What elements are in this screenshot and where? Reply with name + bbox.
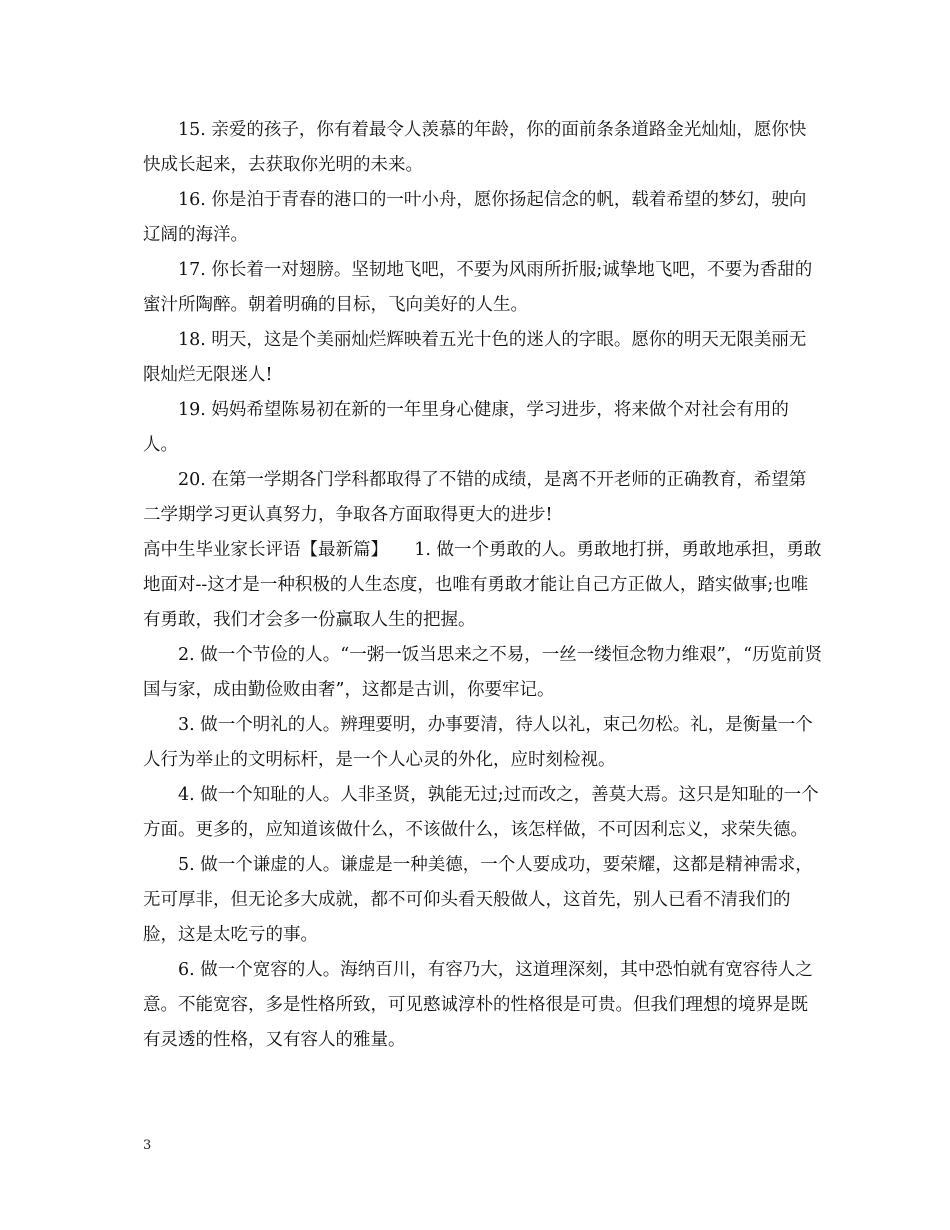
paragraph-3: 3. 做一个明礼的人。辨理要明，办事要清，待人以礼，束己勿松。礼，是衡量一个人行为举止的文明标杆，是一个人心灵的外化，应时刻检视。 bbox=[143, 715, 813, 770]
paragraph-4: 4. 做一个知耻的人。人非圣贤，孰能无过;过而改之，善莫大焉。这只是知耻的一个方面。更多的，应知道该做什么，不该做什么，该怎样做，不可因利忘义，求荣失德。 bbox=[143, 785, 819, 840]
paragraph-20: 20. 在第一学期各门学科都取得了不错的成绩，是离不开老师的正确教育，希望第二学期学习更认真努力，争取各方面取得更大的进步! bbox=[143, 470, 807, 525]
paragraph-19: 19. 妈妈希望陈易初在新的一年里身心健康，学习进步，将来做个对社会有用的人。 bbox=[143, 400, 789, 455]
page-number: 3 bbox=[143, 1138, 152, 1153]
paragraph-2: 2. 做一个节俭的人。“一粥一饭当思来之不易，一丝一缕恒念物力维艰”，“历览前贤国与家，成由勤俭败由奢”，这都是古训，你要牢记。 bbox=[143, 645, 823, 700]
paragraph-17: 17. 你长着一对翅膀。坚韧地飞吧，不要为风雨所折服;诚挚地飞吧，不要为香甜的蜜汁所陶醉。朝着明确的目标，飞向美好的人生。 bbox=[143, 260, 813, 315]
paragraph-5: 5. 做一个谦虚的人。谦虚是一种美德，一个人要成功，要荣耀，这都是精神需求，无可厚非，但无论多大成就，都不可仰头看天般做人，这首先，别人已看不清我们的脸，这是太吃亏的事。 bbox=[143, 855, 813, 945]
document-body bbox=[143, 113, 823, 1058]
paragraph-18: 18. 明天，这是个美丽灿烂辉映着五光十色的迷人的字眼。愿你的明天无限美丽无限灿烂无限迷人! bbox=[143, 330, 807, 385]
section-heading-paragraph: 高中生毕业家长评语【最新篇】 1. 做一个勇敢的人。勇敢地打拼，勇敢地承担，勇敢地面对--这才是一种积极的人生态度，也唯有勇敢才能让自己方正做人，踏实做事;也唯有勇敢，我们才会多一份赢取人生的把握。 bbox=[143, 540, 822, 630]
paragraph-6: 6. 做一个宽容的人。海纳百川，有容乃大，这道理深刻，其中恐怕就有宽容待人之意。不能宽容，多是性格所致，可见憨诚淳朴的性格很是可贵。但我们理想的境界是既有灵透的性格，又有容人的雅量。 bbox=[143, 960, 813, 1050]
paragraph-16: 16. 你是泊于青春的港口的一叶小舟，愿你扬起信念的帆，载着希望的梦幻，驶向辽阔的海洋。 bbox=[143, 190, 807, 245]
paragraph-15: 15. 亲爱的孩子，你有着最令人羡慕的年龄，你的面前条条道路金光灿灿，愿你快快成长起来，去获取你光明的未来。 bbox=[143, 120, 807, 175]
